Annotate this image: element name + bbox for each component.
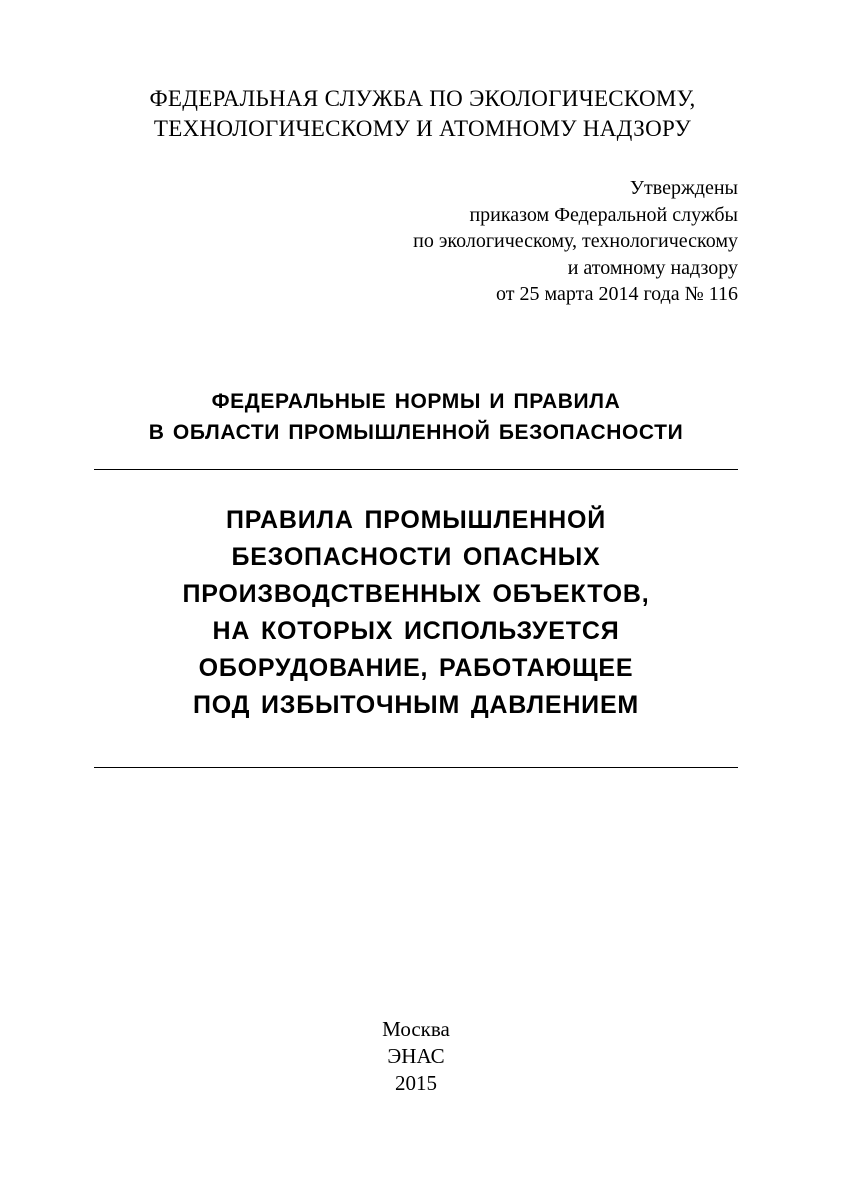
agency-name-line-1: ФЕДЕРАЛЬНАЯ СЛУЖБА ПО ЭКОЛОГИЧЕСКОМУ, <box>149 86 696 111</box>
document-title <box>0 502 832 724</box>
approval-line-1: Утверждены <box>629 177 738 199</box>
imprint-publisher: ЭНАС <box>387 1044 445 1068</box>
document-title-line-2: БЕЗОПАСНОСТИ ОПАСНЫХ <box>231 543 601 571</box>
norms-heading-line-1: ФЕДЕРАЛЬНЫЕ НОРМЫ И ПРАВИЛА <box>211 390 621 413</box>
norms-heading <box>0 386 832 448</box>
approval-line-5: от 25 марта 2014 года № 116 <box>496 283 738 305</box>
bottom-divider <box>94 767 738 768</box>
document-title-line-5: ОБОРУДОВАНИЕ, РАБОТАЮЩЕЕ <box>198 654 634 682</box>
document-title-line-4: НА КОТОРЫХ ИСПОЛЬЗУЕТСЯ <box>212 617 620 645</box>
approval-block <box>413 175 738 308</box>
document-title-line-6: ПОД ИЗБЫТОЧНЫМ ДАВЛЕНИЕМ <box>192 691 640 719</box>
agency-name <box>0 84 845 144</box>
document-title-line-3: ПРОИЗВОДСТВЕННЫХ ОБЪЕКТОВ, <box>182 580 650 608</box>
imprint <box>0 1016 832 1097</box>
imprint-year: 2015 <box>395 1071 437 1095</box>
approval-line-4: и атомному надзору <box>567 256 738 279</box>
approval-line-3: по экологическому, технологическому <box>413 230 738 252</box>
approval-line-2: приказом Федеральной службы <box>469 203 738 226</box>
norms-heading-line-2: В ОБЛАСТИ ПРОМЫШЛЕННОЙ БЕЗОПАСНОСТИ <box>148 421 684 444</box>
document-title-line-1: ПРАВИЛА ПРОМЫШЛЕННОЙ <box>226 506 606 534</box>
top-divider <box>94 469 738 470</box>
agency-name-line-2: ТЕХНОЛОГИЧЕСКОМУ И АТОМНОМУ НАДЗОРУ <box>153 116 692 141</box>
imprint-city: Москва <box>382 1017 450 1041</box>
